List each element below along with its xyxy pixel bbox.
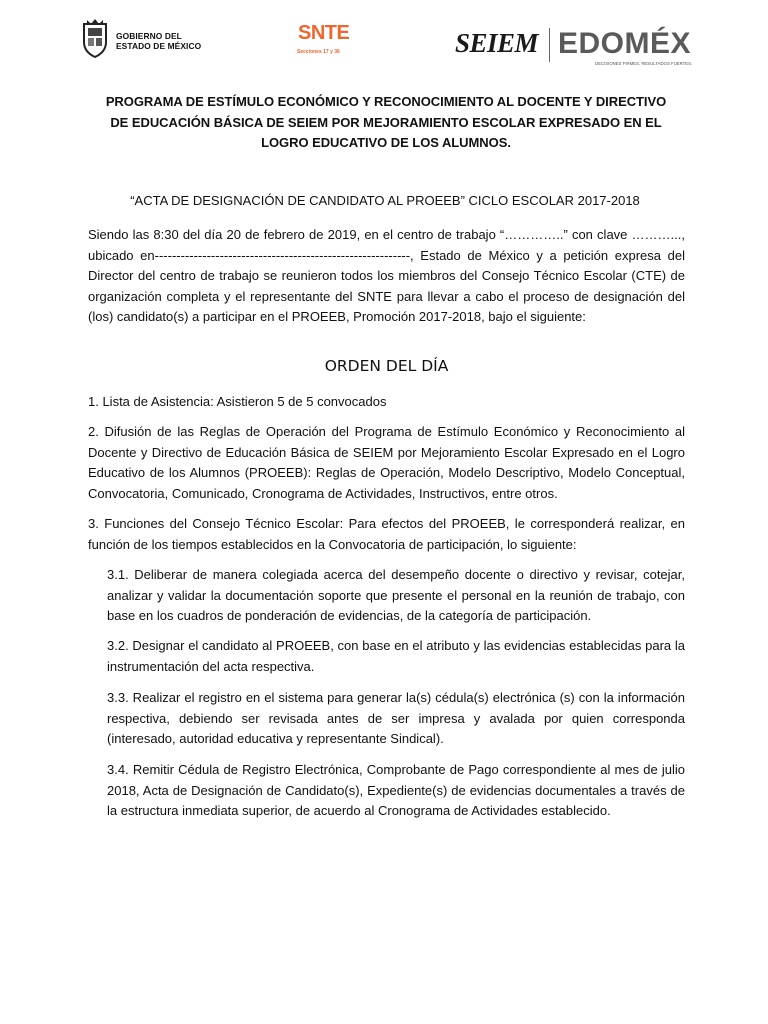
snte-wordmark: SNTE xyxy=(298,22,350,44)
snte-subtitle: Secciones 17 y 36 xyxy=(297,49,340,55)
seiem-wordmark: SEIEM xyxy=(455,28,539,58)
acta-heading: “ACTA DE DESIGNACIÓN DE CANDIDATO AL PROEEB” CICLO ESCOLAR 2017-2018 xyxy=(130,193,640,208)
snte-logo xyxy=(294,22,360,64)
agenda-item-3-3: 3.3. Realizar el registro en el sistema para generar la(s) cédula(s) electrónica (s) con la información respectiva, debiendo ser revisada antes de ser impresa y avalada por quien corresponda (interesado, autoridad educativa y representante Sindical). xyxy=(107,690,685,746)
seiem-edomex-logo xyxy=(455,26,705,66)
edomex-wordmark: EDOMÉX xyxy=(558,27,692,60)
document-header xyxy=(0,0,768,90)
gobierno-estado-mexico-logo xyxy=(80,18,220,62)
gob-line1: GOBIERNO DEL xyxy=(116,31,182,41)
document-title: PROGRAMA DE ESTÍMULO ECONÓMICO Y RECONOCIMIENTO AL DOCENTE Y DIRECTIVO DE EDUCACIÓN BÁSICA DE SEIEM POR MEJORAMIENTO ESCOLAR EXPRESADO EN EL LOGRO EDUCATIVO DE LOS ALUMNOS. xyxy=(105,94,667,151)
orden-del-dia-heading: ORDEN DEL DÍA xyxy=(324,357,449,375)
agenda-item-3-4: 3.4. Remitir Cédula de Registro Electrónica, Comprobante de Pago correspondiente al mes de julio 2018, Acta de Designación de Candidato(s), Expediente(s) de evidencias documentales a través de la estructura inmediata superior, de acuerdo al Cronograma de Actividades establecido. xyxy=(107,762,685,818)
coat-of-arms-icon xyxy=(80,18,110,58)
intro-paragraph: Siendo las 8:30 del día 20 de febrero de 2019, en el centro de trabajo “…………..” con clave ………..., ubicado en-----------------------------------------------------------, Estado de México y a petición expresa del Director del centro de trabajo se reunieron todos los miembros del Consejo Técnico Escolar (CTE) de organización completa y el representante del SNTE para llevar a cabo el proceso de designación del (los) candidato(s) a participar en el PROEEB, Promoción 2017-2018, bajo el siguiente: xyxy=(88,227,685,324)
edomex-slogan: DECISIONES FIRMES, RESULTADOS FUERTES. xyxy=(595,61,693,66)
agenda-item-3: 3. Funciones del Consejo Técnico Escolar: Para efectos del PROEEB, le corresponderá realizar, en función de los tiempos establecidos en la Convocatoria de participación, lo siguiente: xyxy=(88,516,685,552)
agenda-item-3-2: 3.2. Designar el candidato al PROEEB, con base en el atributo y las evidencias establecidas para la instrumentación del acta respectiva. xyxy=(107,638,685,674)
agenda-item-1: 1. Lista de Asistencia: Asistieron 5 de 5 convocados xyxy=(88,394,387,409)
agenda-item-2: 2. Difusión de las Reglas de Operación del Programa de Estímulo Económico y Reconocimiento al Docente y Directivo de Educación Básica de SEIEM por Mejoramiento Escolar Expresado en el Logro Educativo de los Alumnos (PROEEB): Reglas de Operación, Modelo Descriptivo, Modelo Conceptual, Convocatoria, Comunicado, Cronograma de Actividades, Instructivos, entre otros. xyxy=(88,424,685,501)
logo-divider xyxy=(549,28,550,62)
gob-line2: ESTADO DE MÉXICO xyxy=(116,41,202,51)
agenda-item-3-1: 3.1. Deliberar de manera colegiada acerca del desempeño docente o directivo y revisar, cotejar, analizar y validar la documentación soporte que presente el personal en la reunión de trabajo, con base en los cuadros de ponderación de evidencias, de la categoría de participación. xyxy=(107,567,685,623)
